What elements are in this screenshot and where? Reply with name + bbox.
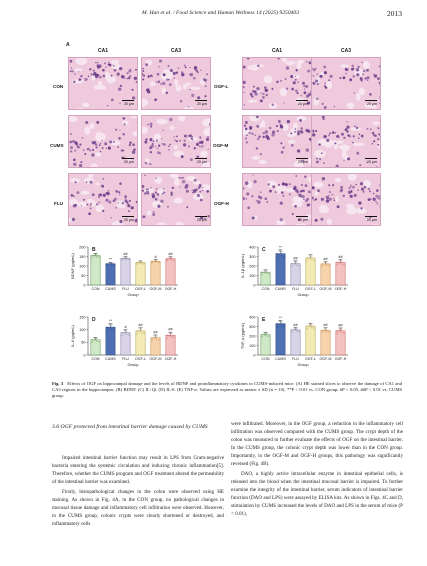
data-point (109, 324, 110, 325)
he-micrograph (141, 57, 211, 110)
scale-label: 20 μm (196, 218, 207, 222)
journal-citation: M. Han et al. / Food Science and Human Wellness 14 (2025) 9250403 (142, 10, 300, 16)
x-tick-label: CON (91, 357, 100, 361)
significance-mark: ## (323, 257, 328, 262)
section-heading: 3.6 OGF protected from intestinal barrier damage caused by CUMS (52, 424, 208, 430)
x-tick-label: CUMS (105, 357, 116, 361)
bar (106, 264, 115, 285)
data-point (311, 324, 312, 325)
chart-d-il6 (66, 313, 186, 378)
he-micrograph (311, 115, 381, 168)
scale-label: 20 μm (366, 160, 377, 164)
scale-bar (296, 216, 308, 217)
right-text-column (231, 420, 403, 520)
data-point (339, 260, 340, 261)
data-point (141, 261, 142, 262)
x-tick-label: CUMS (105, 287, 116, 291)
data-point (266, 270, 267, 271)
data-point (326, 262, 327, 263)
col-head-ca1-right: CA1 (271, 48, 282, 54)
he-micrograph (141, 115, 211, 168)
y-tick-label: 100 (249, 273, 256, 278)
bar (336, 262, 345, 285)
y-tick-label: 300 (249, 254, 256, 259)
significance-mark: ## (323, 323, 328, 328)
bar (151, 261, 160, 285)
he-micrograph (68, 57, 138, 110)
chart-e-tnfa (236, 313, 356, 378)
scale-bar (296, 100, 308, 101)
data-point (126, 257, 127, 258)
scale-label: 20 μm (123, 102, 134, 106)
y-tick-label: 100 (249, 343, 256, 348)
he-micrograph (311, 173, 381, 226)
data-point (141, 329, 142, 330)
data-point (309, 255, 310, 256)
significance-mark: ** (279, 245, 282, 250)
significance-mark: # (124, 325, 127, 330)
data-point (126, 331, 127, 332)
scale-bar (122, 100, 134, 101)
data-point (94, 253, 95, 254)
x-tick-label: OGF-L (305, 357, 316, 361)
scale-bar (122, 216, 134, 217)
y-tick-label: 400 (249, 315, 256, 320)
panel-letter: E (262, 317, 266, 323)
x-tick-label: OGF-H (164, 357, 177, 361)
x-tick-label: OGF-M (149, 287, 162, 291)
significance-mark: # (154, 254, 157, 259)
significance-mark: ** (109, 257, 112, 262)
scale-bar (195, 100, 207, 101)
paragraph: DAO, a highly active intracellular enzyme in intestinal epithelial cells, is released into the blood when the intestinal mucosal barrier is impaired. To further examine the integrity of the intestinal barrier, serum indicators of intestinal barrier function (DAO and LPS) were assayed by ELISA kits. As shown in Figs. 4C and D, stimulation by CUMS increased the levels of DAO and LPS in the serum of mice (P < 0.01), (231, 470, 403, 518)
bar (261, 272, 270, 285)
data-point (311, 256, 312, 257)
data-point (324, 262, 325, 263)
data-point (264, 270, 265, 271)
scale-bar (365, 158, 377, 159)
bar (321, 330, 330, 355)
x-axis-label: Group (297, 292, 309, 297)
x-tick-label: OGF-L (305, 287, 316, 291)
scale-bar (195, 216, 207, 217)
x-tick-label: FLU (122, 287, 129, 291)
bar (136, 263, 145, 285)
data-point (169, 333, 170, 334)
scale-bar (365, 216, 377, 217)
data-point (111, 262, 112, 263)
data-point (294, 261, 295, 262)
left-text-column (52, 454, 224, 529)
scale-label: 20 μm (297, 102, 308, 106)
panel-letter: B (92, 247, 96, 253)
scale-bar (296, 158, 308, 159)
significance-mark: ## (338, 255, 343, 260)
y-axis-label: TNF-α (pg/mL) (240, 322, 245, 350)
data-point (296, 328, 297, 329)
col-head-ca1-left: CA1 (97, 48, 108, 54)
bar (306, 258, 315, 285)
data-point (294, 328, 295, 329)
data-point (171, 257, 172, 258)
data-point (281, 251, 282, 252)
bar (261, 335, 270, 355)
x-tick-label: CON (261, 357, 270, 361)
row-label-ogf-h: OGF-H (214, 201, 229, 206)
row-label-con: CON (53, 84, 64, 89)
data-point (96, 338, 97, 339)
y-axis-label: IL-6 (pg/mL) (70, 325, 75, 347)
data-point (341, 260, 342, 261)
bar (166, 335, 175, 355)
data-point (139, 328, 140, 329)
he-micrograph (141, 173, 211, 226)
x-tick-label: CUMS (275, 287, 286, 291)
he-micrograph (242, 173, 312, 226)
x-tick-label: OGF-H (334, 357, 347, 361)
y-tick-label: 200 (249, 264, 256, 269)
data-point (96, 254, 97, 255)
scale-label: 20 μm (366, 102, 377, 106)
he-micrograph (311, 57, 381, 110)
y-tick-label: 50 (81, 273, 86, 278)
figure-caption (52, 381, 402, 399)
x-tick-label: OGF-H (334, 287, 347, 291)
panel-letter: D (92, 317, 96, 323)
he-micrograph (242, 115, 312, 168)
row-label-ogf-m: OGF-M (213, 143, 229, 148)
scale-label: 20 μm (196, 102, 207, 106)
x-axis-label: Group (127, 292, 139, 297)
data-point (266, 333, 267, 334)
data-point (264, 332, 265, 333)
x-tick-label: FLU (122, 357, 129, 361)
significance-mark: ** (109, 319, 112, 324)
data-point (326, 328, 327, 329)
data-point (124, 330, 125, 331)
significance-mark: ## (138, 323, 143, 328)
row-label-ogf-l: OGF-L (214, 84, 229, 89)
x-tick-label: CON (91, 287, 100, 291)
x-tick-label: OGF-L (135, 287, 146, 291)
scale-bar (195, 158, 207, 159)
col-head-ca3-right: CA3 (340, 48, 351, 54)
x-axis-label: Group (127, 362, 139, 367)
data-point (279, 321, 280, 322)
x-tick-label: CON (261, 287, 270, 291)
caption-label: Fig. 3 (52, 381, 64, 386)
paragraph: were infiltrated. Moreover, in the OGF group, a reduction in the inflammatory cell infiltration was observed compared with the CUMS group. The crypt depth of the colon was measured to further evaluate the effects of OGF on the intestinal barrier. In the CUMS group, the colonic crypt depth was lower than in the CON group. Importantly, in the OGF-M and OGF-H groups, this pathology was significantly reversed (Fig. 4B). (231, 421, 403, 468)
significance-mark: ## (293, 256, 298, 261)
y-tick-label: 100 (79, 327, 86, 332)
bar (336, 331, 345, 355)
paragraph: Firstly, histopathological changes in the colon were observed using HE staining. As shown in Fig. 4A, in the CON group, no pathological changes in mucosal tissue damage and inflammatory cell infiltration were observed. However, in the CUMS group, colonic crypts were clearly shortened or destroyed, and inflammatory cells (52, 488, 224, 527)
scale-bar (122, 158, 134, 159)
scale-label: 20 μm (123, 160, 134, 164)
bar (276, 324, 285, 355)
scale-label: 20 μm (297, 160, 308, 164)
bar (106, 327, 115, 355)
panel-letter: C (262, 247, 266, 253)
x-tick-label: OGF-M (319, 287, 332, 291)
he-micrograph (68, 115, 138, 168)
data-point (339, 328, 340, 329)
data-point (154, 335, 155, 336)
y-tick-label: 0 (83, 283, 86, 288)
y-tick-label: 400 (249, 245, 256, 250)
data-point (341, 329, 342, 330)
significance-mark: ## (338, 323, 343, 328)
scale-bar (365, 100, 377, 101)
y-tick-label: 100 (79, 264, 86, 269)
significance-mark: ## (123, 252, 128, 256)
data-point (279, 250, 280, 251)
data-point (94, 337, 95, 338)
caption-text: Effects of OGF on hippocampal damage and the levels of BDNF and proinflammatory cytokines in CUMS-induced mice. (A) HE stained slices to observe the damage of CA1 and CA3 regions in the hippocampus. (B) BDNF. (C) IL-1β. (D) IL-6. (E) TNF-α. Values are expressed as means ± SD (n = 10). **P < 0.01 vs. CON group; #P < 0.05, ##P < 0.01 vs. CUMS group. (52, 381, 403, 399)
x-axis-label: Group (297, 362, 309, 367)
data-point (156, 336, 157, 337)
chart-b-bdnf (66, 243, 186, 308)
col-head-ca3-left: CA3 (170, 48, 181, 54)
bar (276, 254, 285, 285)
significance-mark: ** (279, 315, 282, 320)
he-micrograph (242, 57, 312, 110)
row-label-flu: FLU (54, 201, 63, 206)
significance-mark: ## (168, 327, 173, 332)
chart-c-il1b (236, 243, 356, 308)
scale-label: 20 μm (196, 160, 207, 164)
significance-mark: ## (168, 252, 173, 257)
scale-label: 20 μm (297, 218, 308, 222)
row-label-cums: CUMS (50, 143, 64, 148)
bar (166, 259, 175, 285)
y-tick-label: 0 (83, 353, 86, 358)
bar (306, 326, 315, 355)
x-tick-label: FLU (292, 357, 299, 361)
he-micrograph (68, 173, 138, 226)
x-tick-label: CUMS (275, 357, 286, 361)
y-tick-label: 150 (79, 254, 86, 259)
x-tick-label: OGF-H (164, 287, 177, 291)
x-tick-label: OGF-L (135, 357, 146, 361)
y-tick-label: 200 (249, 334, 256, 339)
y-axis-label: IL-1β (pg/mL) (240, 253, 245, 279)
y-tick-label: 0 (253, 283, 256, 288)
data-point (171, 333, 172, 334)
bar (91, 256, 100, 285)
y-axis-label: BDNF (pg/mL) (70, 253, 75, 279)
y-tick-label: 300 (249, 324, 256, 329)
y-tick-label: 0 (253, 353, 256, 358)
significance-mark: ## (153, 330, 158, 335)
data-point (309, 323, 310, 324)
x-tick-label: OGF-M (319, 357, 332, 361)
x-tick-label: FLU (292, 287, 299, 291)
scale-label: 20 μm (366, 218, 377, 222)
bar (291, 330, 300, 355)
significance-mark: ## (293, 322, 298, 327)
data-point (169, 257, 170, 258)
data-point (156, 260, 157, 261)
bar (121, 258, 130, 285)
data-point (111, 325, 112, 326)
y-tick-label: 50 (81, 340, 86, 345)
y-tick-label: 150 (79, 315, 86, 320)
panel-a-label: A (66, 42, 70, 48)
y-tick-label: 200 (79, 245, 86, 250)
page-number: 2013 (387, 9, 402, 18)
running-header (52, 10, 402, 22)
scale-label: 20 μm (123, 218, 134, 222)
data-point (281, 321, 282, 322)
data-point (324, 328, 325, 329)
x-tick-label: OGF-M (149, 357, 162, 361)
paragraph: Impaired intestinal barrier function may result in LPS from Gram-negative bacteria entering the systemic circulation and inducing chronic inflammation[5]. Therefore, whether the CUMS program and OGF treatment altered the permeability of the intestinal barrier was examined. (52, 455, 224, 486)
bar (321, 264, 330, 285)
data-point (296, 262, 297, 263)
